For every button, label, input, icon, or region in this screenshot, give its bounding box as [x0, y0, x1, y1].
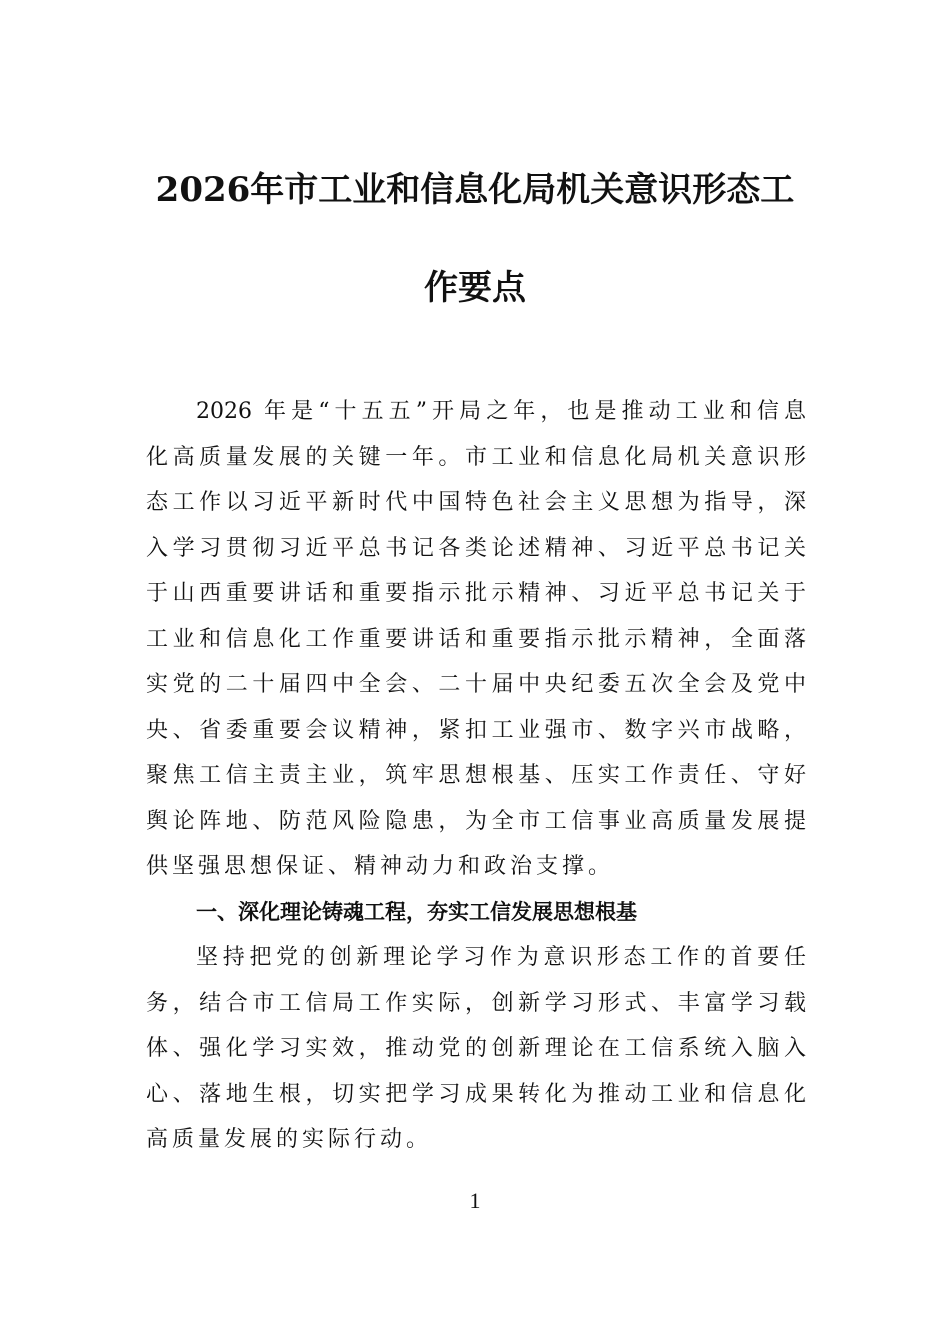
paragraph-2-line: 坚持把党的创新理论学习作为意识形态工作的首要任 — [196, 945, 806, 970]
paragraph-1-line: 聚焦工信主责主业，筑牢思想根基、压实工作责任、守好 — [146, 763, 806, 788]
paragraph-1-line: 央、省委重要会议精神，紧扣工业强市、数字兴市战略， — [146, 717, 806, 743]
page-number: 1 — [469, 1188, 481, 1213]
paragraph-2-line: 体、强化学习实效，推动党的创新理论在工信系统入脑入 — [146, 1036, 806, 1061]
paragraph-1-line: 态工作以习近平新时代中国特色社会主义思想为指导，深 — [146, 490, 806, 515]
document-body — [146, 389, 806, 1163]
paragraph-1-line: 于山西重要讲话和重要指示批示精神、习近平总书记关于 — [146, 581, 806, 606]
section-heading-1: 一、深化理论铸魂工程，夯实工信发展思想根基 — [196, 899, 637, 924]
document-title-line-1: 2026年市工业和信息化局机关意识形态工 — [155, 170, 795, 210]
paragraph-1-line: 2026 年是“十五五”开局之年，也是推动工业和信息 — [196, 399, 806, 424]
document-title-line-2: 作要点 — [424, 268, 526, 308]
paragraph-1-line: 入学习贯彻习近平总书记各类论述精神、习近平总书记关 — [146, 535, 806, 561]
paragraph-1-line: 化高质量发展的关键一年。市工业和信息化局机关意识形 — [146, 444, 806, 470]
paragraph-2-line: 心、落地生根，切实把学习成果转化为推动工业和信息化 — [146, 1081, 806, 1107]
paragraph-1-line: 实党的二十届四中全会、二十届中央纪委五次全会及党中 — [146, 672, 806, 697]
paragraph-2-line: 高质量发展的实际行动。 — [146, 1127, 433, 1152]
paragraph-1-line: 供坚强思想保证、精神动力和政治支撑。 — [146, 854, 615, 879]
paragraph-1-line: 舆论阵地、防范风险隐患，为全市工信事业高质量发展提 — [146, 808, 806, 834]
paragraph-1-line: 工业和信息化工作重要讲话和重要指示批示精神，全面落 — [146, 626, 806, 652]
paragraph-2-line: 务，结合市工信局工作实际，创新学习形式、丰富学习载 — [146, 990, 806, 1016]
